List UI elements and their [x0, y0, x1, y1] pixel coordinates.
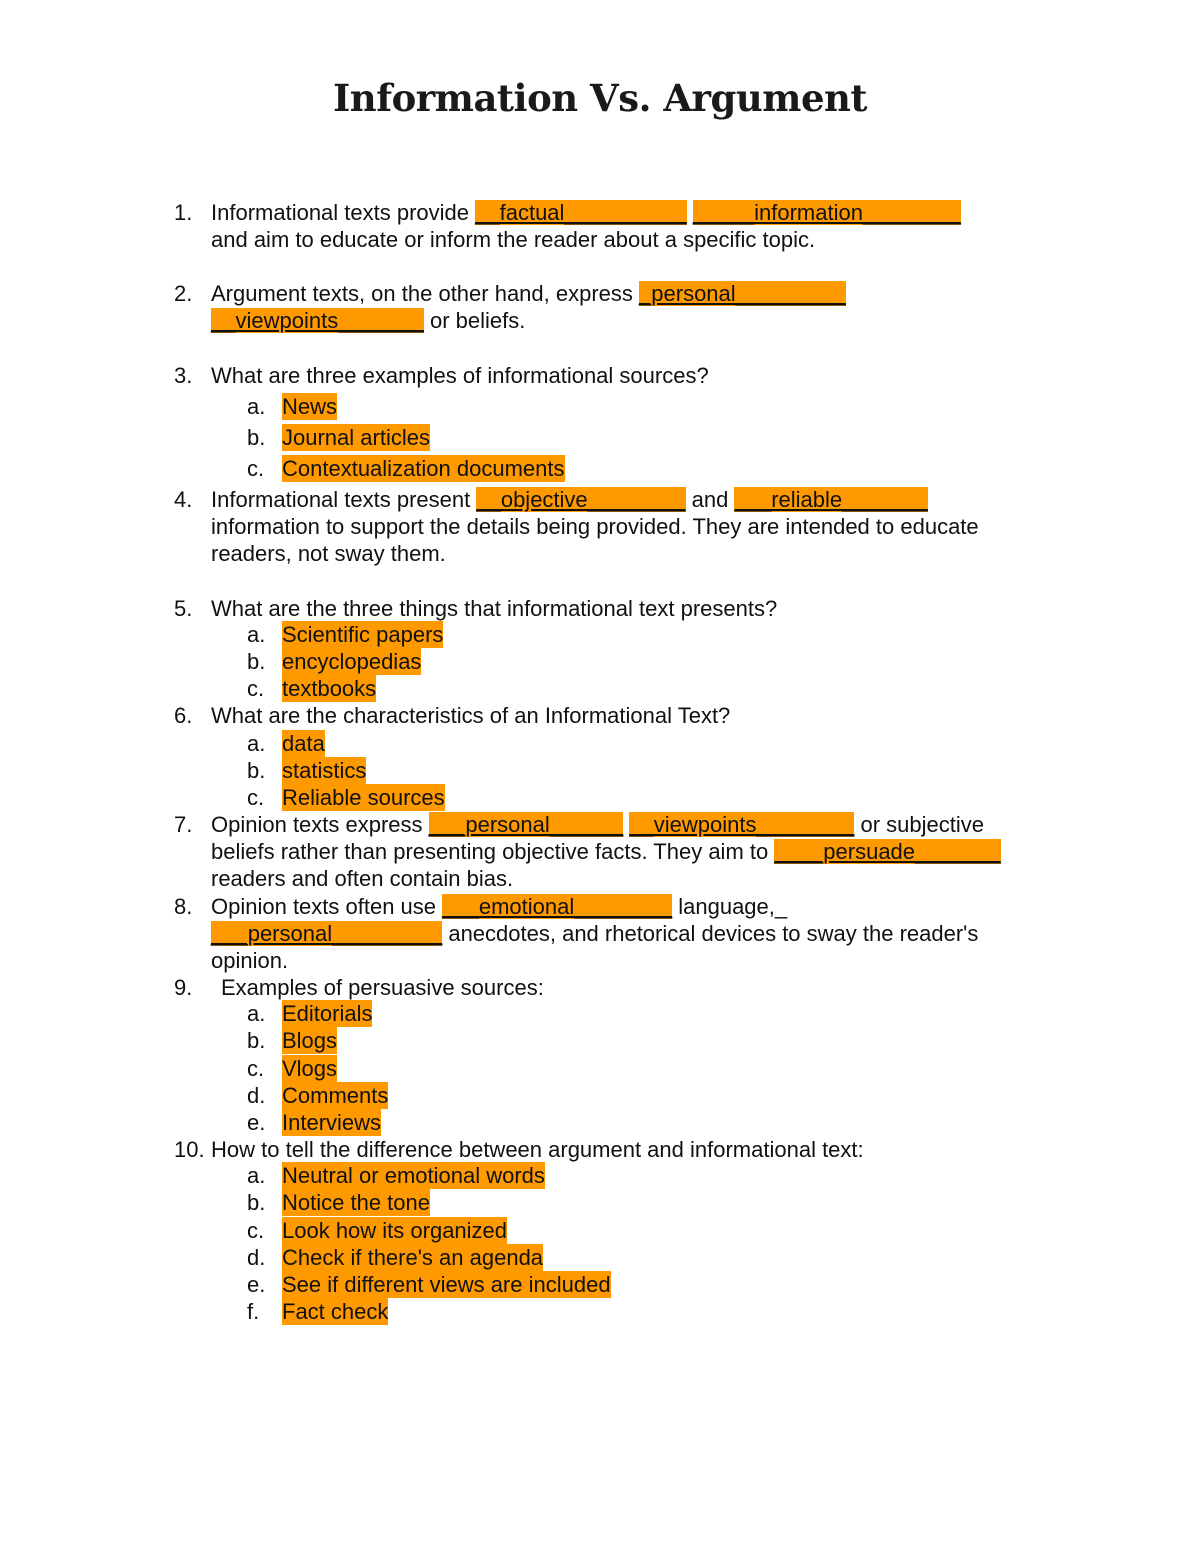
- q3-question: What are three examples of informational sources?: [211, 363, 709, 388]
- q10-item-letter: c.: [247, 1218, 265, 1243]
- q9-item-letter: c.: [247, 1056, 265, 1081]
- q10-answer: Neutral or emotional words: [282, 1163, 545, 1188]
- q6-item-letter: c.: [247, 785, 265, 810]
- q8-text-3: anecdotes, and rhetorical devices to sway the reader's: [442, 921, 979, 946]
- q3-number: 3.: [174, 363, 193, 388]
- q2-blank-2: __viewpoints_______: [211, 308, 424, 333]
- q9-answer: Vlogs: [282, 1056, 338, 1081]
- q10-answer: See if different views are included: [282, 1272, 611, 1297]
- q6-number: 6.: [174, 703, 193, 728]
- q1-blank-2: _____information________: [692, 200, 961, 225]
- q6-answer: data: [282, 731, 325, 756]
- q3-answer: Journal articles: [282, 425, 430, 450]
- q2-number: 2.: [174, 281, 193, 306]
- q3-answer: News: [282, 394, 338, 419]
- q3-item-letter: b.: [247, 425, 266, 450]
- q2-line-2: [211, 307, 525, 334]
- q10-item-letter: f.: [247, 1299, 260, 1324]
- q10-answer: Fact check: [282, 1299, 389, 1324]
- q8-blank-1: ___emotional________: [442, 894, 673, 919]
- q5-answer: Scientific papers: [282, 622, 444, 647]
- q9-item-letter: a.: [247, 1001, 266, 1026]
- q6-question: What are the characteristics of an Informational Text?: [211, 703, 731, 728]
- q7-text-3: or subjective: [854, 812, 985, 837]
- q4-line-1: [211, 486, 928, 513]
- q7-text-4: beliefs rather than presenting objective facts. They aim to: [211, 839, 775, 864]
- q7-line-3: readers and often contain bias.: [211, 866, 514, 891]
- q1-text-1: Informational texts provide: [211, 200, 476, 225]
- q8-line-1: [211, 893, 787, 920]
- q10-answer: Check if there's an agenda: [282, 1245, 544, 1270]
- q4-blank-2: ___reliable_______: [734, 487, 928, 512]
- q2-blank-1: _personal_________: [639, 281, 846, 306]
- document-title: Information Vs. Argument: [333, 76, 867, 120]
- q4-number: 4.: [174, 487, 193, 512]
- q9-item-letter: e.: [247, 1110, 266, 1135]
- q3-answer: Contextualization documents: [282, 456, 565, 481]
- q8-text-2: language,_: [672, 894, 788, 919]
- q9-answer: Blogs: [282, 1028, 338, 1053]
- q4-line-3: readers, not sway them.: [211, 541, 446, 566]
- q1-text-2: [687, 200, 693, 225]
- q10-question: How to tell the difference between argument and informational text:: [211, 1137, 864, 1162]
- q4-blank-1: __objective________: [476, 487, 686, 512]
- q9-answer: Editorials: [282, 1001, 373, 1026]
- q8-blank-2: ___personal_________: [211, 921, 443, 946]
- q1-number: 1.: [174, 200, 193, 225]
- q5-question: What are the three things that informational text presents?: [211, 596, 778, 621]
- q7-blank-3: ____persuade_______: [774, 839, 1001, 864]
- q6-item-letter: a.: [247, 731, 266, 756]
- q9-item-letter: d.: [247, 1083, 266, 1108]
- q1-line-2: and aim to educate or inform the reader about a specific topic.: [211, 227, 816, 252]
- q7-line-2: [211, 838, 1001, 865]
- q5-item-letter: a.: [247, 622, 266, 647]
- q5-item-letter: b.: [247, 649, 266, 674]
- q7-text-1: Opinion texts express: [211, 812, 429, 837]
- q5-item-letter: c.: [247, 676, 265, 701]
- q7-blank-1: ___personal______: [428, 812, 624, 837]
- q10-item-letter: a.: [247, 1163, 266, 1188]
- q9-answer: Interviews: [282, 1110, 382, 1135]
- q10-number: 10.: [174, 1137, 205, 1162]
- q10-item-letter: b.: [247, 1190, 266, 1215]
- q10-answer: Notice the tone: [282, 1190, 430, 1215]
- q5-answer: textbooks: [282, 676, 377, 701]
- q4-line-2: information to support the details being provided. They are intended to educate: [211, 514, 979, 539]
- q2-line-1: [211, 280, 846, 307]
- q4-text-2: and: [685, 487, 735, 512]
- q9-answer: Comments: [282, 1083, 389, 1108]
- q8-line-2: [211, 920, 978, 947]
- q9-question: Examples of persuasive sources:: [221, 975, 544, 1000]
- q1-blank-1: __factual__________: [475, 200, 687, 225]
- q3-item-letter: c.: [247, 456, 265, 481]
- q7-number: 7.: [174, 812, 193, 837]
- q9-item-letter: b.: [247, 1028, 266, 1053]
- q6-item-letter: b.: [247, 758, 266, 783]
- q5-answer: encyclopedias: [282, 649, 422, 674]
- q3-item-letter: a.: [247, 394, 266, 419]
- q5-number: 5.: [174, 596, 193, 621]
- q1-line-1: [211, 199, 961, 226]
- q8-line-3: opinion.: [211, 948, 289, 973]
- q10-item-letter: d.: [247, 1245, 266, 1270]
- q10-item-letter: e.: [247, 1272, 266, 1297]
- q8-text-1: Opinion texts often use: [211, 894, 443, 919]
- q2-text-2: or beliefs.: [423, 308, 526, 333]
- q7-line-1: [211, 811, 984, 838]
- q6-answer: statistics: [282, 758, 367, 783]
- q2-text-1: Argument texts, on the other hand, express: [211, 281, 640, 306]
- q6-answer: Reliable sources: [282, 785, 445, 810]
- q8-number: 8.: [174, 894, 193, 919]
- q7-blank-2: __viewpoints________: [629, 812, 855, 837]
- q4-text-1: Informational texts present: [211, 487, 477, 512]
- q9-number: 9.: [174, 975, 193, 1000]
- q10-answer: Look how its organized: [282, 1218, 508, 1243]
